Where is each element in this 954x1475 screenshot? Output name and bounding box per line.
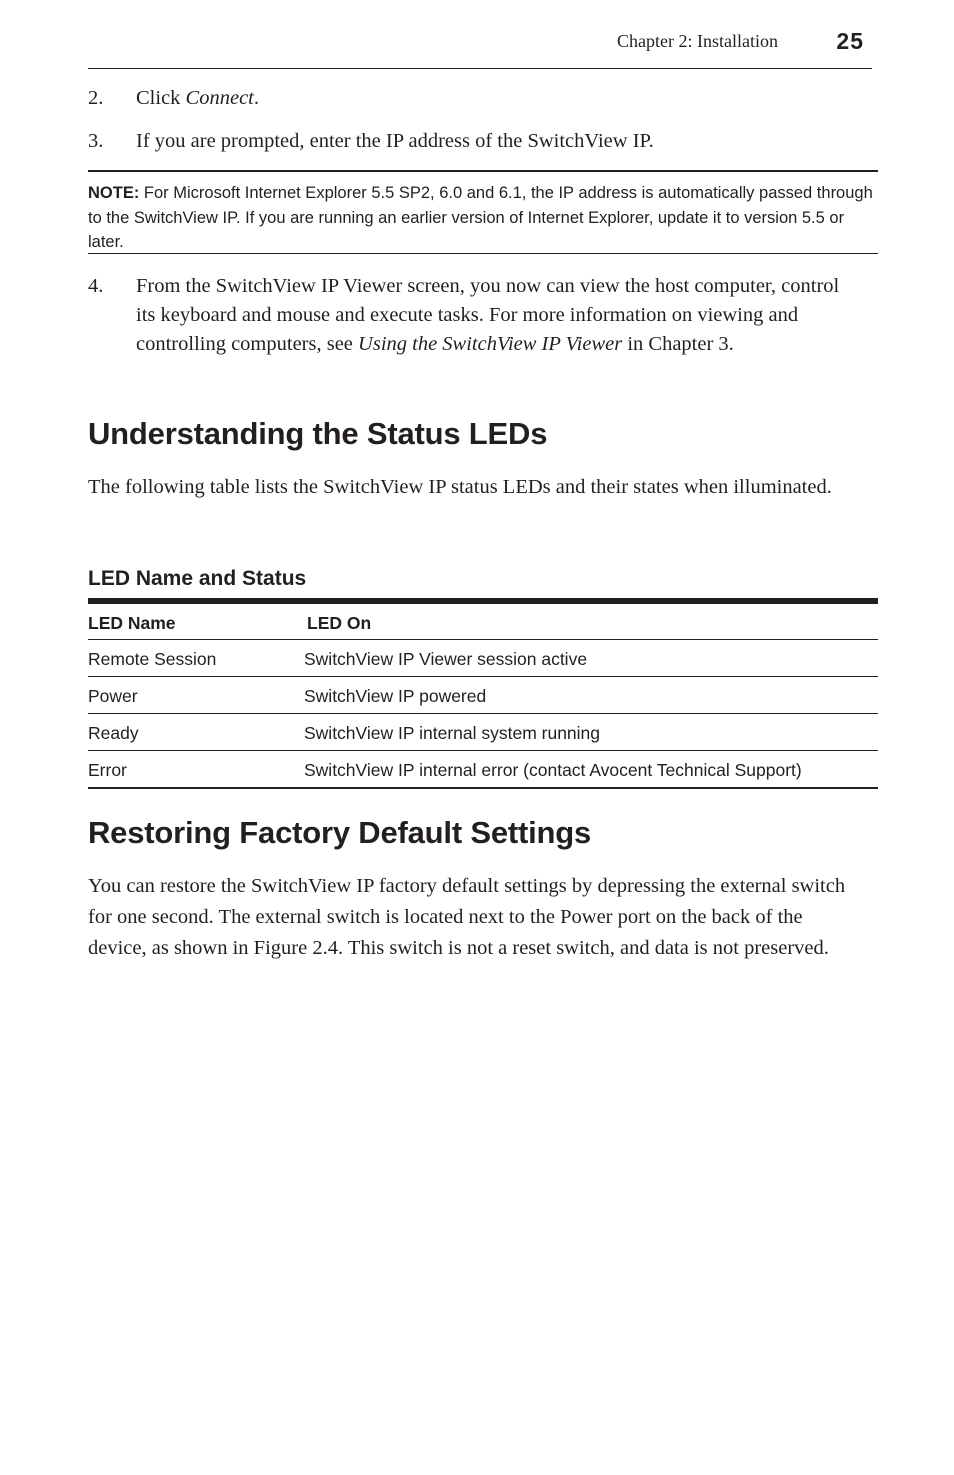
column-header-led-on: LED On bbox=[307, 613, 372, 633]
led-name-cell: Ready bbox=[88, 723, 139, 743]
table-row bbox=[88, 677, 878, 714]
led-name-cell: Power bbox=[88, 686, 138, 706]
led-on-cell: SwitchView IP internal error (contact Avocent Technical Support) bbox=[304, 760, 802, 780]
table-row bbox=[88, 640, 878, 677]
led-name-cell: Remote Session bbox=[88, 649, 217, 669]
step-number: 3. bbox=[88, 130, 104, 152]
table-header-row bbox=[88, 604, 878, 640]
step-text bbox=[136, 272, 860, 359]
led-status-table bbox=[88, 598, 878, 789]
page-number: 25 bbox=[836, 28, 864, 54]
step-text: If you are prompted, enter the IP address of the SwitchView IP. bbox=[136, 130, 654, 152]
note-text bbox=[88, 181, 878, 255]
chapter-label: Chapter 2: Installation bbox=[617, 31, 778, 51]
viewer-reference: Using the SwitchView IP Viewer bbox=[358, 333, 623, 355]
step-text-lead: Click bbox=[136, 87, 186, 109]
step-number: 2. bbox=[88, 87, 104, 109]
note-box bbox=[88, 170, 878, 254]
step-text-end: . bbox=[253, 87, 259, 109]
step-text-lead: From the SwitchView IP Viewer screen, you now can view the host computer, control its keyboard and mouse and execute tasks. For more information on viewing and controlling computers, see bbox=[136, 275, 840, 355]
table-row bbox=[88, 751, 878, 789]
column-header-led-name: LED Name bbox=[88, 613, 176, 633]
step-number: 4. bbox=[88, 275, 104, 297]
table-title: LED Name and Status bbox=[88, 567, 307, 590]
section-heading-factory-defaults: Restoring Factory Default Settings bbox=[88, 815, 592, 850]
step-text bbox=[136, 84, 858, 113]
led-on-cell: SwitchView IP internal system running bbox=[304, 723, 601, 743]
connect-term: Connect bbox=[185, 87, 254, 109]
led-name-cell: Error bbox=[88, 760, 127, 780]
led-on-cell: SwitchView IP powered bbox=[304, 686, 487, 706]
note-label: NOTE: bbox=[88, 184, 140, 202]
section-heading-status-leds: Understanding the Status LEDs bbox=[88, 416, 548, 451]
running-header bbox=[88, 28, 872, 69]
step-text-end: in Chapter 3. bbox=[622, 333, 734, 355]
note-body: For Microsoft Internet Explorer 5.5 SP2, 6.0 and 6.1, the IP address is automatically passed through to the SwitchView IP. If you are running an earlier version of Internet Explorer, update it to version 5.5 or later. bbox=[88, 184, 873, 251]
table-row bbox=[88, 714, 878, 751]
led-on-cell: SwitchView IP Viewer session active bbox=[304, 649, 588, 669]
section-body: You can restore the SwitchView IP factory default settings by depressing the external switch for one second. The external switch is located next to the Power port on the back of the device, as shown in Figure 2.4. This switch is not a reset switch, and data is not preserved. bbox=[88, 875, 846, 960]
section-intro: The following table lists the SwitchView IP status LEDs and their states when illuminated. bbox=[88, 476, 832, 498]
